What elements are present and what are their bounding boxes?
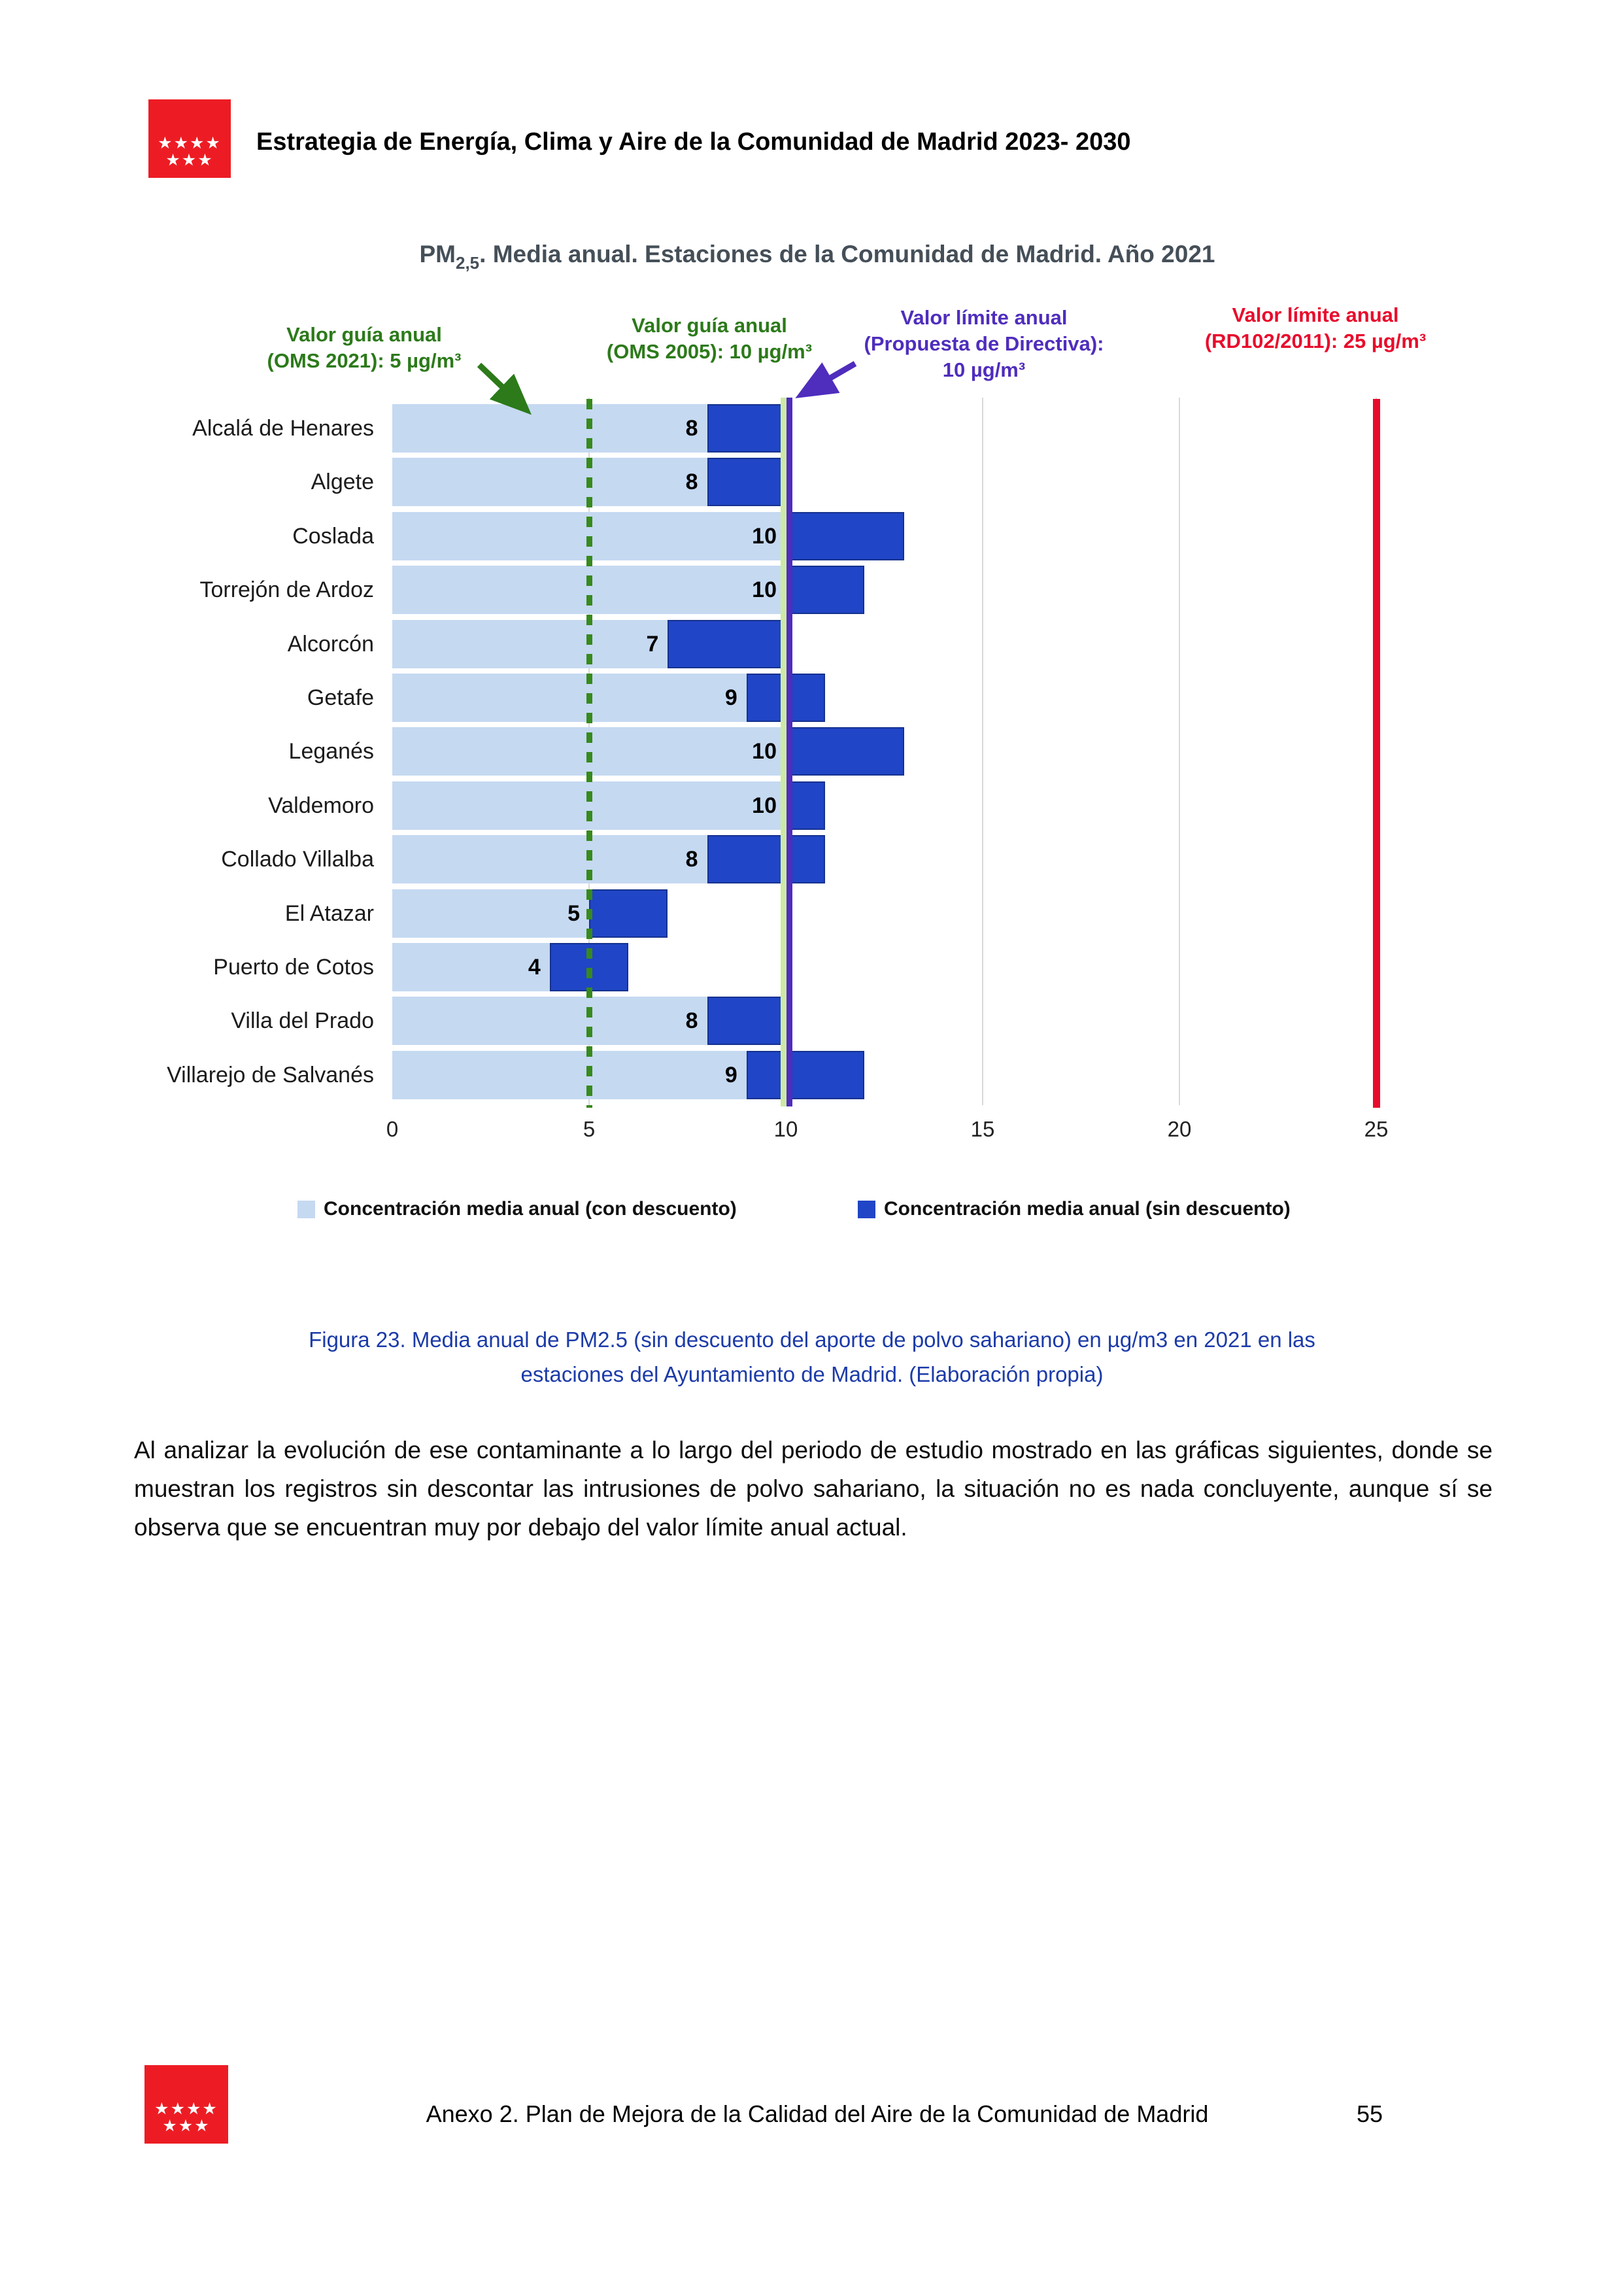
legend-item-sin-descuento bbox=[858, 1198, 1291, 1220]
bar-sin-descuento bbox=[747, 1051, 865, 1099]
figure-caption-line1: Figura 23. Media anual de PM2.5 (sin descuento del aporte de polvo sahariano) en µg/m3 en 2021 en las bbox=[309, 1327, 1315, 1352]
bar-value-label: 10 bbox=[752, 523, 777, 549]
bar-con-descuento bbox=[392, 1051, 747, 1099]
category-label: Coslada bbox=[292, 523, 374, 549]
bar-value-label: 8 bbox=[685, 1008, 698, 1034]
category-label: Valdemoro bbox=[268, 793, 374, 818]
annotation-line: 10 µg/m³ bbox=[942, 358, 1026, 381]
legend-swatch bbox=[297, 1201, 315, 1218]
legend-swatch bbox=[858, 1201, 875, 1218]
footer-title: Anexo 2. Plan de Mejora de la Calidad del Aire de la Comunidad de Madrid bbox=[426, 2100, 1209, 2127]
bar-con-descuento bbox=[392, 404, 707, 453]
annotation-line: Valor límite anual bbox=[1232, 303, 1399, 326]
bar-value-label: 10 bbox=[752, 739, 777, 764]
figure-caption-line2: estaciones del Ayuntamiento de Madrid. (Elaboración propia) bbox=[520, 1362, 1104, 1386]
bar-con-descuento bbox=[392, 997, 707, 1045]
page-number: 55 bbox=[1356, 2100, 1383, 2127]
x-axis-tick-0: 0 bbox=[386, 1117, 399, 1141]
bar-con-descuento bbox=[392, 889, 589, 938]
legend-label: Concentración media anual (sin descuento) bbox=[884, 1198, 1291, 1220]
bar-sin-descuento bbox=[707, 835, 826, 883]
bar-con-descuento bbox=[392, 458, 707, 506]
gridline-x-15 bbox=[982, 398, 983, 1105]
flag-stars-row1: ★★★★ bbox=[154, 2100, 218, 2118]
flag-stars-row1: ★★★★ bbox=[158, 134, 222, 152]
bar-sin-descuento bbox=[668, 620, 786, 668]
bar-sin-descuento bbox=[707, 404, 786, 453]
annotation-line: Valor guía anual bbox=[632, 314, 787, 337]
category-label: Villarejo de Salvanés bbox=[167, 1062, 374, 1087]
flag-stars-row2: ★★★ bbox=[162, 2117, 211, 2135]
bar-con-descuento bbox=[392, 674, 747, 722]
bar-value-label: 10 bbox=[752, 793, 777, 818]
x-axis-tick-25: 25 bbox=[1364, 1117, 1389, 1141]
chart-title-subscript: 2,5 bbox=[456, 253, 480, 273]
chart-title-rest: . Media anual. Estaciones de la Comunidad de Madrid. Año 2021 bbox=[479, 241, 1215, 267]
bar-sin-descuento bbox=[707, 458, 786, 506]
purple-arrow bbox=[805, 364, 855, 392]
legend-label: Concentración media anual (con descuento) bbox=[324, 1198, 737, 1220]
category-label: Torrejón de Ardoz bbox=[199, 577, 374, 603]
x-axis-tick-5: 5 bbox=[583, 1117, 596, 1141]
category-label: Puerto de Cotos bbox=[213, 955, 374, 980]
bar-sin-descuento bbox=[786, 727, 904, 776]
bar-value-label: 10 bbox=[752, 577, 777, 603]
bar-value-label: 9 bbox=[724, 1062, 737, 1087]
bar-sin-descuento bbox=[786, 566, 864, 614]
category-label: Getafe bbox=[307, 685, 374, 710]
bar-value-label: 8 bbox=[685, 847, 698, 872]
body-paragraph: Al analizar la evolución de ese contaminante a lo largo del periodo de estudio mostrado en las gráficas siguientes, donde se muestran los registros sin descontar las intrusiones de polvo sahariano, la situación no es nada concluyente, aunque sí se observa que se encuentran muy por debajo del valor límite anual actual. bbox=[134, 1437, 1493, 1541]
category-label: Algete bbox=[311, 470, 374, 495]
annotation-line: (OMS 2005): 10 µg/m³ bbox=[606, 340, 813, 363]
annotation-line: (RD102/2011): 25 µg/m³ bbox=[1204, 330, 1427, 352]
bar-sin-descuento bbox=[589, 889, 668, 938]
bar-con-descuento bbox=[392, 835, 707, 883]
bar-value-label: 9 bbox=[724, 685, 737, 710]
annotation-line: Valor guía anual bbox=[286, 323, 442, 346]
x-axis-tick-15: 15 bbox=[970, 1117, 995, 1141]
chart-title-prefix: PM bbox=[419, 241, 456, 267]
bar-con-descuento bbox=[392, 943, 550, 991]
category-label: Villa del Prado bbox=[231, 1008, 374, 1034]
category-label: Leganés bbox=[288, 739, 374, 764]
category-label: Alcorcón bbox=[287, 631, 374, 657]
bar-value-label: 8 bbox=[685, 416, 698, 441]
green-arrow bbox=[479, 365, 523, 407]
bar-value-label: 4 bbox=[528, 955, 541, 980]
bar-value-label: 7 bbox=[646, 631, 659, 657]
figure-caption bbox=[157, 1322, 1467, 1392]
category-label: Collado Villalba bbox=[221, 847, 374, 872]
reference-line-25 bbox=[1373, 399, 1380, 1108]
bar-value-label: 8 bbox=[685, 470, 698, 495]
bar-sin-descuento bbox=[786, 512, 904, 560]
x-axis-tick-10: 10 bbox=[773, 1117, 798, 1141]
x-axis-tick-20: 20 bbox=[1167, 1117, 1192, 1141]
bar-sin-descuento bbox=[707, 997, 786, 1045]
category-label: El Atazar bbox=[284, 900, 374, 926]
document-header-title: Estrategia de Energía, Clima y Aire de la Comunidad de Madrid 2023- 2030 bbox=[256, 128, 1131, 156]
comunidad-madrid-flag-logo-footer bbox=[144, 2065, 228, 2144]
annotation-line: Valor límite anual bbox=[900, 306, 1068, 329]
flag-stars-row2: ★★★ bbox=[165, 151, 214, 169]
legend-item-con-descuento bbox=[297, 1198, 737, 1220]
category-label: Alcalá de Henares bbox=[192, 416, 374, 441]
bar-value-label: 5 bbox=[567, 900, 580, 926]
reference-line-10.1 bbox=[787, 398, 792, 1106]
gridline-x-20 bbox=[1179, 398, 1180, 1105]
reference-line-5 bbox=[586, 399, 592, 1108]
bar-con-descuento bbox=[392, 620, 668, 668]
annotation-line: (OMS 2021): 5 µg/m³ bbox=[267, 349, 462, 372]
annotation-line: (Propuesta de Directiva): bbox=[864, 332, 1104, 355]
